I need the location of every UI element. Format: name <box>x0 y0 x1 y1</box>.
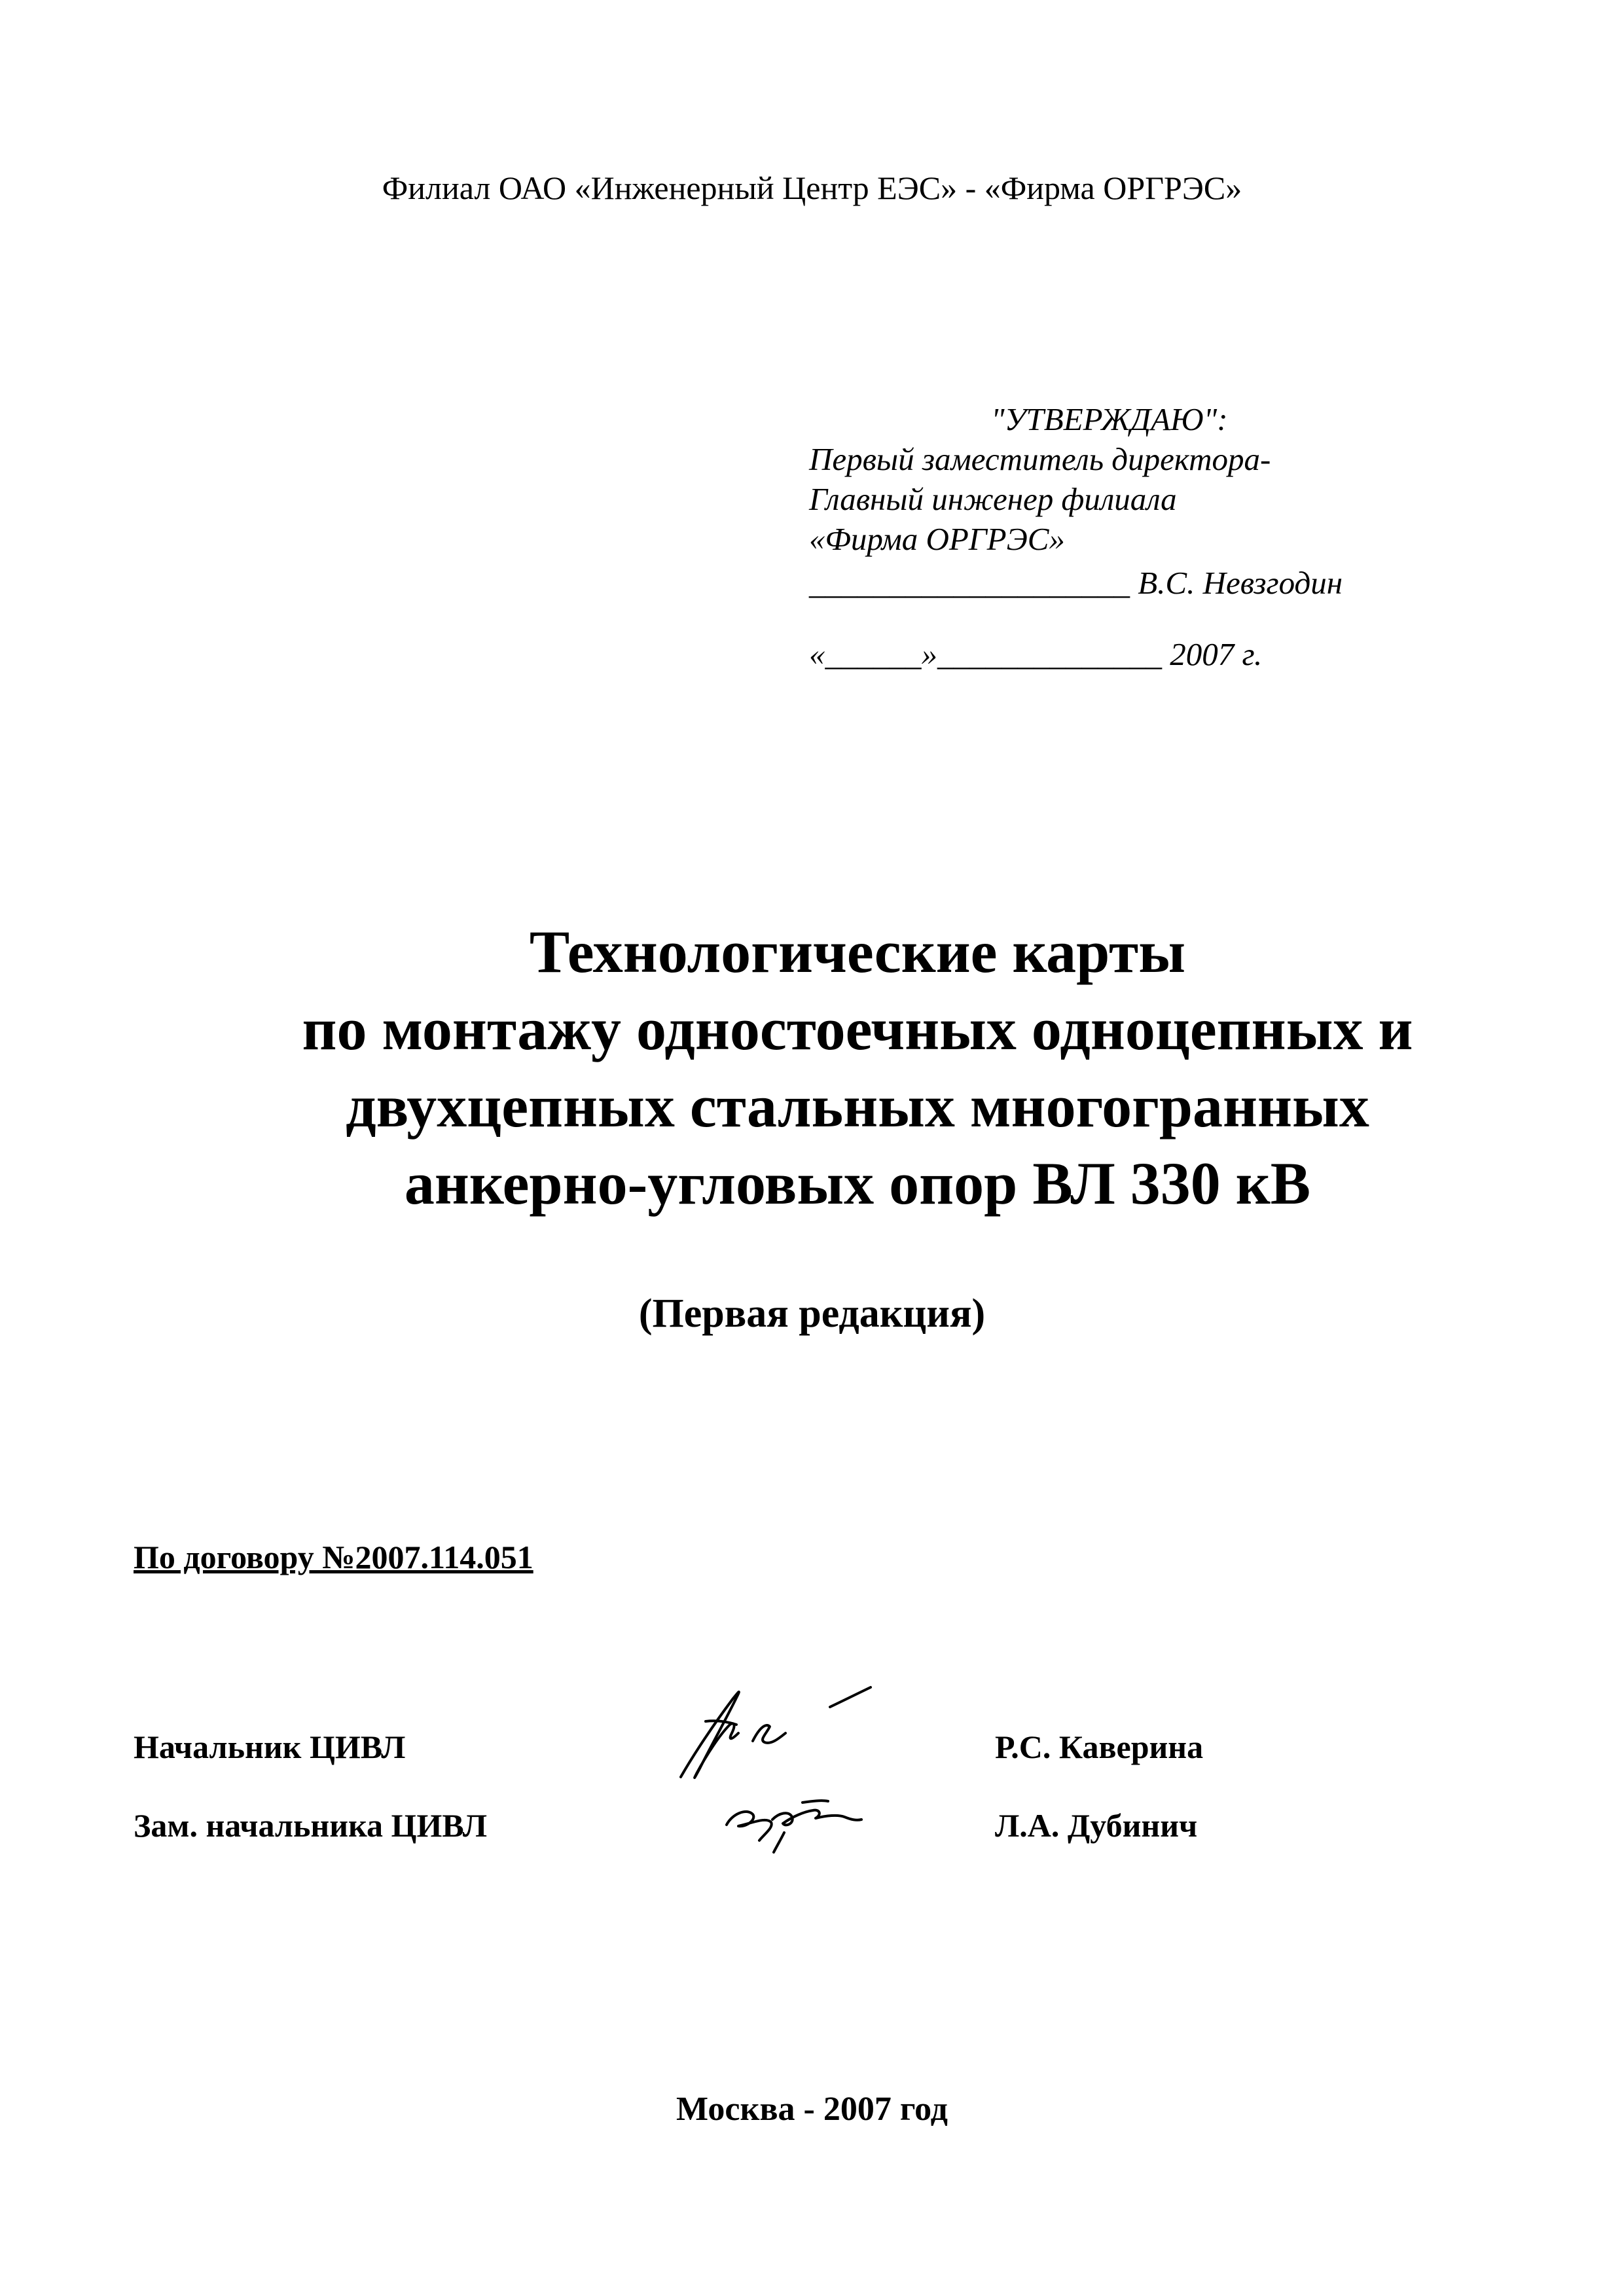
document-title <box>157 913 1558 1222</box>
title-line-1: Технологические карты <box>529 918 1186 985</box>
title-line-2: по монтажу одностоечных одноцепных и <box>302 996 1413 1062</box>
approval-heading: "УТВЕРЖДАЮ": <box>991 401 1228 437</box>
title-line-4: анкерно-угловых опор ВЛ 330 кВ <box>404 1150 1311 1217</box>
approval-position-line-1: Первый заместитель директора- <box>809 441 1271 477</box>
organization-header: Филиал ОАО «Инженерный Центр ЕЭС» - «Фирма ОРГРЭС» <box>382 170 1242 206</box>
approval-block <box>809 399 1343 674</box>
footer-city-year: Москва - 2007 год <box>676 2090 948 2128</box>
title-line-3: двухцепных стальных многогранных <box>346 1073 1369 1139</box>
approval-position-line-3: «Фирма ОРГРЭС» <box>809 521 1065 557</box>
edition-label: (Первая редакция) <box>638 1291 986 1336</box>
signatory-name-1: Р.С. Каверина <box>995 1729 1204 1765</box>
signatory-position-2: Зам. начальника ЦИВЛ <box>134 1807 488 1844</box>
approval-signature-line: ____________________ В.С. Невзгодин <box>809 565 1343 601</box>
handwritten-signatures <box>655 1662 929 1859</box>
approval-position-line-2: Главный инженер филиала <box>809 481 1177 517</box>
contract-number: По договору №2007.114.051 <box>134 1539 533 1575</box>
approval-date-line: «______»______________ 2007 г. <box>809 636 1263 672</box>
signatory-position-1: Начальник ЦИВЛ <box>134 1729 406 1765</box>
signatory-name-2: Л.А. Дубинич <box>995 1807 1198 1844</box>
